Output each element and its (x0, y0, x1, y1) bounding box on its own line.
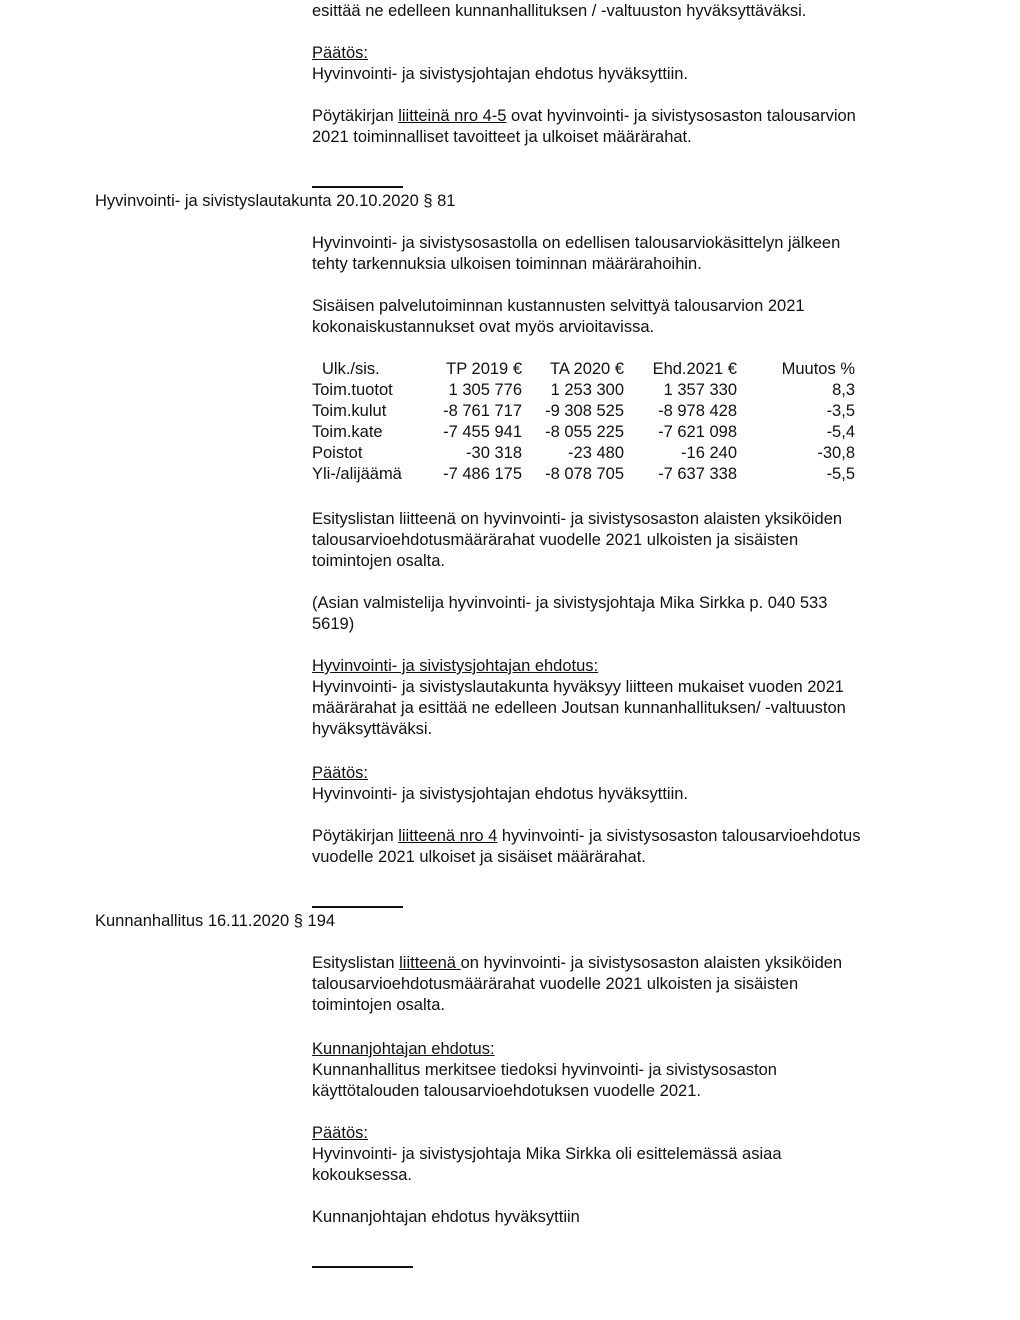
s81-decision-text: Hyvinvointi- ja sivistysjohtajan ehdotus hyväksyttiin. (312, 785, 688, 803)
s194-para1-line2: talousarvioehdotusmäärärahat vuodelle 2021 ulkoisten ja sisäisten (312, 975, 799, 993)
col-header: Muutos % (781, 360, 855, 378)
cell: -7 621 098 (658, 423, 737, 441)
col-header: TA 2020 € (549, 360, 624, 378)
cell: 1 357 330 (663, 381, 737, 399)
prev-attachment-link[interactable]: liitteinä nro 4-5 (398, 107, 507, 125)
cell: -7 455 941 (443, 423, 522, 441)
row-label: Poistot (312, 444, 363, 462)
s81-para2-line1: Sisäisen palvelutoiminnan kustannusten selvittyä talousarvion 2021 (312, 297, 805, 315)
s81-preparer-line1: (Asian valmistelija hyvinvointi- ja sivistysjohtaja Mika Sirkka p. 040 533 (312, 594, 828, 612)
section-divider (312, 1266, 413, 1268)
row-label: Toim.kate (312, 423, 383, 441)
cell: -9 308 525 (545, 402, 624, 420)
budget-table (312, 359, 855, 485)
cell: -5,4 (826, 423, 855, 441)
table-row (312, 464, 855, 485)
s81-para1-line1: Hyvinvointi- ja sivistysosastolla on edellisen talousarviokäsittelyn jälkeen (312, 234, 841, 252)
s194-proposal-line2: käyttötalouden talousarvioehdotuksen vuodelle 2021. (312, 1082, 701, 1100)
s194-attachment-link[interactable]: liitteenä (399, 954, 461, 972)
s81-attachment-pre: Pöytäkirjan (312, 827, 399, 845)
s81-proposal-line2: määrärahat ja esittää ne edelleen Joutsan kunnanhallituksen/ -valtuuston (312, 699, 846, 717)
row-label: Toim.tuotot (312, 381, 393, 399)
prev-proposal-tail: esittää ne edelleen kunnanhallituksen / -valtuuston hyväksyttäväksi. (312, 2, 807, 20)
s81-para3-line3: toimintojen osalta. (312, 552, 445, 570)
s81-preparer-line2: 5619) (312, 615, 355, 633)
cell: -7 486 175 (443, 465, 522, 483)
s81-para3-line2: talousarvioehdotusmäärärahat vuodelle 2021 ulkoisten ja sisäisten (312, 531, 799, 549)
section-heading-81: Hyvinvointi- ja sivistyslautakunta 20.10.2020 § 81 (95, 192, 456, 210)
cell: -16 240 (681, 444, 737, 462)
s194-final: Kunnanjohtajan ehdotus hyväksyttiin (312, 1208, 580, 1226)
s194-proposal-line1: Kunnanhallitus merkitsee tiedoksi hyvinvointi- ja sivistysosaston (312, 1061, 777, 1079)
s81-attachment-line-2: vuodelle 2021 ulkoiset ja sisäiset määrärahat. (312, 848, 646, 866)
s81-attachment-line-1 (312, 826, 952, 847)
s194-proposal-label: Kunnanjohtajan ehdotus: (312, 1040, 495, 1058)
row-label: Yli-/alijäämä (312, 465, 402, 483)
s194-decision-label: Päätös: (312, 1124, 368, 1142)
s81-para2-line2: kokonaiskustannukset ovat myös arvioitavissa. (312, 318, 655, 336)
col-header: TP 2019 € (446, 360, 522, 378)
s81-proposal-line1: Hyvinvointi- ja sivistyslautakunta hyväksyy liitteen mukaiset vuoden 2021 (312, 678, 844, 696)
prev-decision-label: Päätös: (312, 44, 368, 62)
section-divider (312, 906, 403, 908)
s194-para1-line3: toimintojen osalta. (312, 996, 445, 1014)
cell: -5,5 (826, 465, 855, 483)
s81-attachment-link[interactable]: liitteenä nro 4 (398, 827, 498, 845)
s194-para1-pre: Esityslistan (312, 954, 400, 972)
cell: -8 761 717 (443, 402, 522, 420)
cell: -8 078 705 (545, 465, 624, 483)
cell: -8 978 428 (658, 402, 737, 420)
row-label: Toim.kulut (312, 402, 387, 420)
s81-proposal-line3: hyväksyttäväksi. (312, 720, 433, 738)
prev-attachment-line-2: 2021 toiminnalliset tavoitteet ja ulkoiset määrärahat. (312, 128, 692, 146)
cell: -30 318 (466, 444, 522, 462)
table-row (312, 380, 855, 401)
cell: -30,8 (817, 444, 855, 462)
col-header: Ulk./sis. (322, 360, 380, 378)
s81-para3-line1: Esityslistan liitteenä on hyvinvointi- ja sivistysosaston alaisten yksiköiden (312, 510, 843, 528)
s81-attachment-post: hyvinvointi- ja sivistysosaston talousarvioehdotus (497, 827, 861, 845)
section-divider (312, 186, 403, 188)
section-heading-194: Kunnanhallitus 16.11.2020 § 194 (95, 912, 336, 930)
cell: -8 055 225 (545, 423, 624, 441)
prev-attachment-pre: Pöytäkirjan (312, 107, 399, 125)
s194-decision-line2: kokouksessa. (312, 1166, 412, 1184)
s81-para1-line2: tehty tarkennuksia ulkoisen toiminnan määrärahoihin. (312, 255, 702, 273)
s194-para1-post: on hyvinvointi- ja sivistysosaston alaisten yksiköiden (460, 954, 843, 972)
cell: 8,3 (832, 381, 855, 399)
s81-proposal-label: Hyvinvointi- ja sivistysjohtajan ehdotus: (312, 657, 599, 675)
cell: -3,5 (826, 402, 855, 420)
cell: -7 637 338 (658, 465, 737, 483)
table-row (312, 443, 855, 464)
cell: 1 305 776 (448, 381, 522, 399)
s194-para1-line1 (312, 953, 952, 974)
table-header-row (312, 359, 855, 380)
col-header: Ehd.2021 € (652, 360, 737, 378)
prev-attachment-post: ovat hyvinvointi- ja sivistysosaston talousarvion (506, 107, 856, 125)
s194-decision-line1: Hyvinvointi- ja sivistysjohtaja Mika Sirkka oli esittelemässä asiaa (312, 1145, 782, 1163)
table-row (312, 401, 855, 422)
s81-decision-label: Päätös: (312, 764, 368, 782)
table-row (312, 422, 855, 443)
prev-attachment-line-1 (312, 106, 952, 127)
prev-decision-text: Hyvinvointi- ja sivistysjohtajan ehdotus hyväksyttiin. (312, 65, 688, 83)
cell: -23 480 (568, 444, 624, 462)
cell: 1 253 300 (550, 381, 624, 399)
